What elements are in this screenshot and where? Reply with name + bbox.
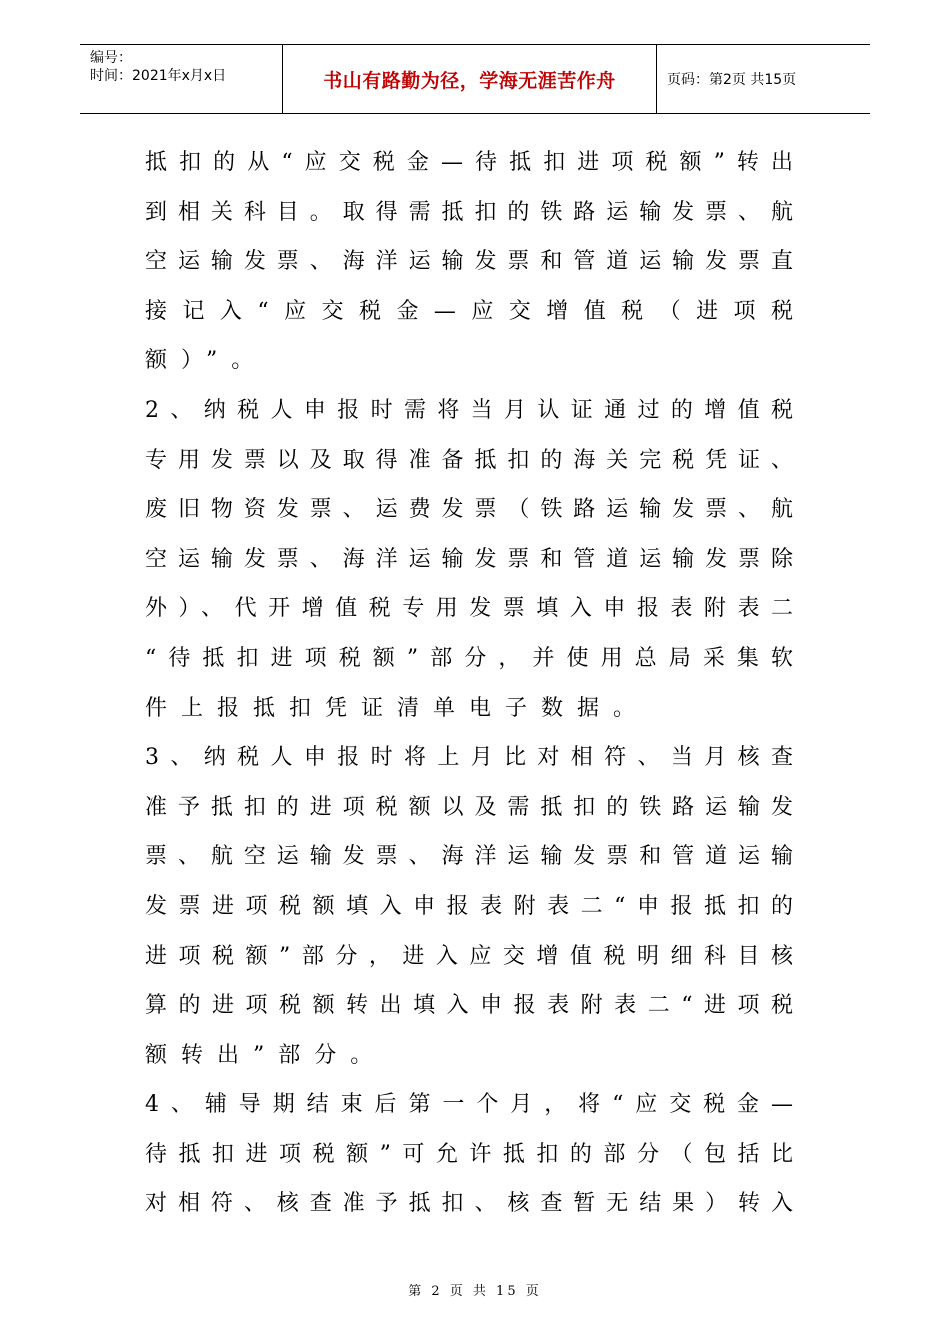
page-header bbox=[80, 44, 870, 114]
header-left-cell bbox=[80, 45, 282, 113]
text-line: 件上报抵扣凭证清单电子数据。 bbox=[145, 695, 650, 721]
text-line: 空运输发票、海洋运输发票和管道运输发票除 bbox=[145, 546, 795, 572]
text-line: 2、纳税人申报时需将当月认证通过的增值税 bbox=[145, 397, 795, 423]
text-line: “待抵扣进项税额”部分，并使用总局采集软 bbox=[145, 645, 795, 671]
text-line: 票、航空运输发票、海洋运输发票和管道运输 bbox=[145, 844, 795, 870]
text-line: 抵扣的从“应交税金—待抵扣进项税额”转出 bbox=[145, 150, 795, 175]
text-line: 3、纳税人申报时将上月比对相符、当月核查 bbox=[145, 745, 795, 771]
time-label: 时间：2021年x月x日 bbox=[90, 68, 227, 84]
text-line: 算的进项税额转出填入申报表附表二“进项税 bbox=[145, 993, 795, 1019]
text-line: 进项税额”部分，进入应交增值税明细科目核 bbox=[145, 943, 795, 969]
text-line: 4、辅导期结束后第一个月，将“应交税金— bbox=[145, 1092, 795, 1118]
document-body bbox=[145, 138, 795, 1229]
text-line: 废旧物资发票、运费发票（铁路运输发票、航 bbox=[145, 497, 795, 523]
text-line: 待抵扣进项税额”可允许抵扣的部分（包括比 bbox=[145, 1141, 795, 1167]
text-line: 接记入“应交税金—应交增值税（进项税 bbox=[145, 298, 795, 324]
text-line: 外）、代开增值税专用发票填入申报表附表二 bbox=[145, 596, 795, 622]
text-line: 专用发票以及取得准备抵扣的海关完税凭证、 bbox=[145, 447, 795, 473]
text-line: 到相关科目。取得需抵扣的铁路运输发票、航 bbox=[145, 199, 795, 225]
code-label: 编号： bbox=[90, 50, 132, 66]
text-line: 空运输发票、海洋运输发票和管道运输发票直 bbox=[145, 249, 795, 275]
text-line: 准予抵扣的进项税额以及需抵扣的铁路运输发 bbox=[145, 794, 795, 820]
text-line: 额转出”部分。 bbox=[145, 1042, 387, 1068]
page-footer: 第 2 页 共 15 页 bbox=[408, 1284, 542, 1299]
header-motto: 书山有路勤为径，学海无涯苦作舟 bbox=[282, 45, 657, 113]
header-page-info: 页码：第2页 共15页 bbox=[667, 72, 797, 88]
text-line: 额）”。 bbox=[145, 348, 268, 374]
text-line: 发票进项税额填入申报表附表二“申报抵扣的 bbox=[145, 893, 795, 919]
text-line: 对相符、核查准予抵扣、核查暂无结果）转入 bbox=[145, 1191, 795, 1217]
